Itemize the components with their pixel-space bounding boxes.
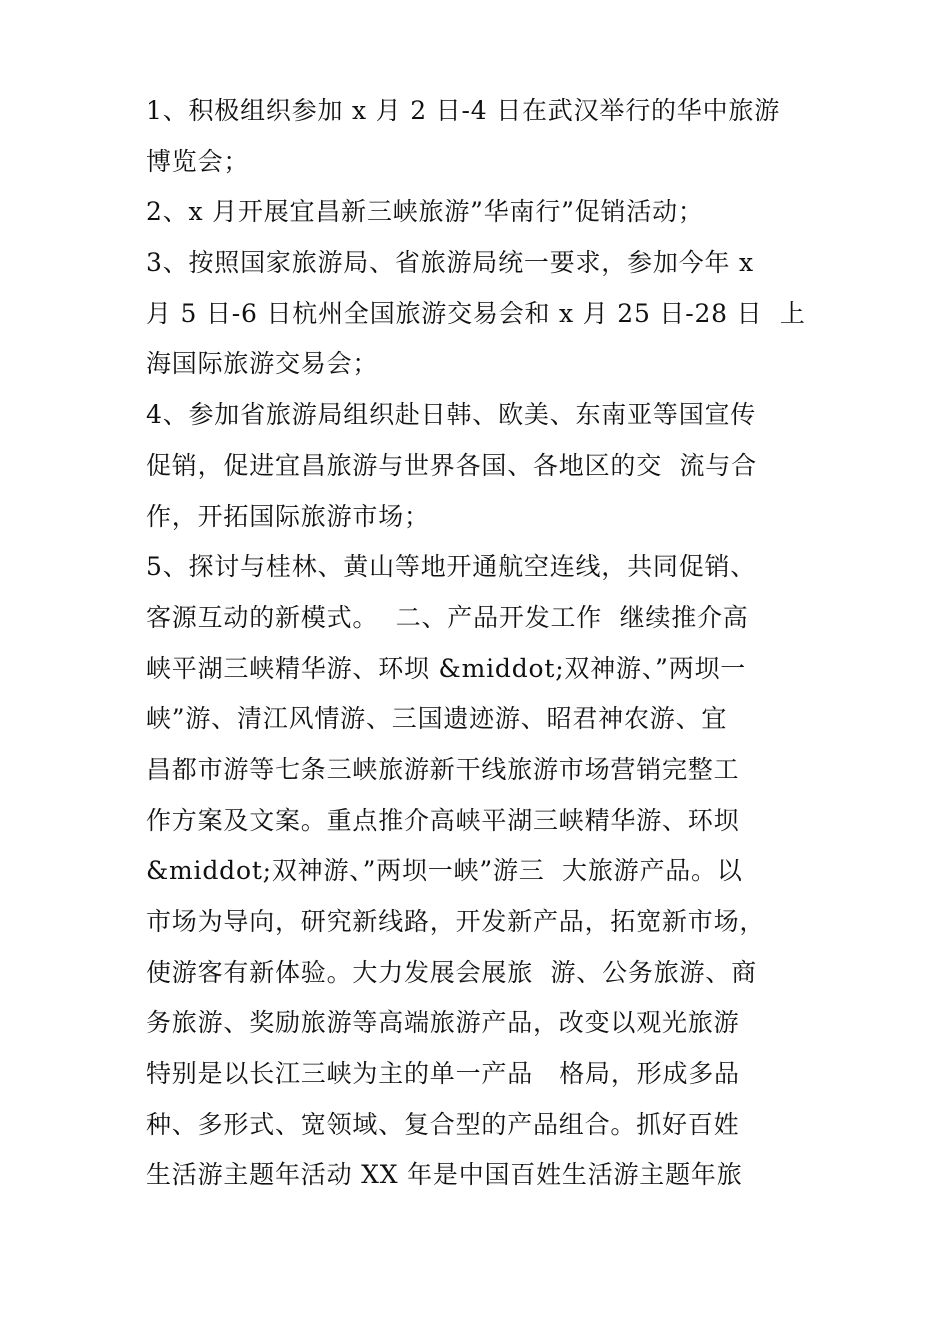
text-line: 生活游主题年活动 XX 年是中国百姓生活游主题年旅	[146, 1160, 743, 1190]
text-line: 市场为导向，研究新线路，开发新产品，拓宽新市场，	[146, 907, 766, 936]
text-line: 峡平湖三峡精华游、环坝 &middot;双神游、”两坝一	[146, 653, 747, 683]
text-line: 博览会；	[146, 146, 250, 176]
text-line: &middot;双神游、”两坝一峡”游三 大旅游产品。以	[146, 856, 743, 886]
text-line: 3、按照国家旅游局、省旅游局统一要求，参加今年 x	[146, 248, 754, 278]
text-line: 峡”游、清江风情游、三国遗迹游、昭君神农游、宜	[146, 704, 728, 734]
text-line: 5、探讨与桂林、黄山等地开通航空连线，共同促销、	[146, 552, 757, 582]
document-body	[146, 86, 816, 1201]
text-line: 特别是以长江三峡为主的单一产品 格局，形成多品	[146, 1059, 740, 1089]
text-line: 作方案及文案。重点推介高峡平湖三峡精华游、环坝	[146, 805, 740, 835]
text-line: 4、参加省旅游局组织赴日韩、欧美、东南亚等国宣传	[146, 400, 757, 430]
text-line: 务旅游、奖励旅游等高端旅游产品，改变以观光旅游	[146, 1008, 740, 1038]
text-line: 月 5 日-6 日杭州全国旅游交易会和 x 月 25 日-28 日 上	[146, 298, 806, 328]
text-line: 种、多形式、宽领域、复合型的产品组合。抓好百姓	[146, 1109, 740, 1139]
text-line: 促销，促进宜昌旅游与世界各国、各地区的交 流与合	[146, 450, 757, 480]
text-line: 海国际旅游交易会；	[146, 349, 379, 379]
text-line: 使游客有新体验。大力发展会展旅 游、公务旅游、商	[146, 957, 757, 987]
text-line: 昌都市游等七条三峡旅游新干线旅游市场营销完整工	[146, 754, 740, 784]
text-line: 作，开拓国际旅游市场；	[146, 501, 430, 531]
text-line: 客源互动的新模式。 二、产品开发工作 继续推介高	[146, 602, 749, 632]
text-line: 2、x 月开展宜昌新三峡旅游”华南行”促销活动；	[146, 197, 704, 227]
text-line: 1、积极组织参加 x 月 2 日-4 日在武汉举行的华中旅游	[146, 96, 780, 125]
